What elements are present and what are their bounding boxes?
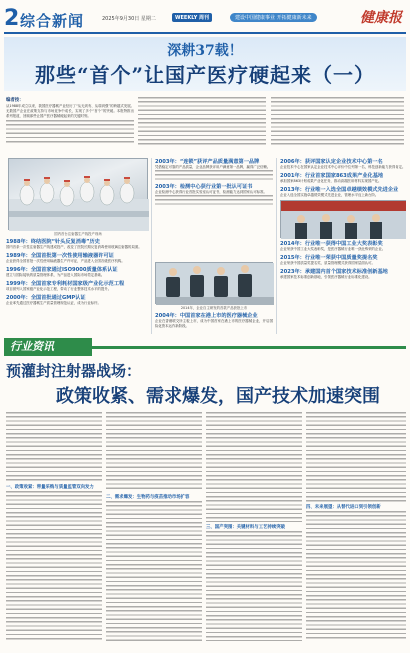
timeline-middle-item-1: [155, 183, 273, 205]
article-text-lines: [206, 412, 302, 522]
headline-banner: [4, 37, 406, 91]
timeline-item-text: 企业荣获中国工业大奖表彰奖，是医疗器械行业唯一获此殊荣的企业。: [280, 247, 386, 251]
weekly-badge: WEEKLY 周刊: [172, 13, 212, 22]
subsection-title: 政策收紧、需求爆发，国产技术加速突围: [56, 386, 380, 407]
column-divider: [151, 158, 152, 334]
timeline-item-text: 企业入选全国实施卓越绩效模式先进企业，管理水平迈上新台阶。: [280, 193, 379, 197]
timeline-middle: [155, 158, 273, 278]
article-text-lines: [106, 412, 202, 492]
timeline-item-text: 项目被列入国家级产业化示范工程，带动了行业整体技术水平的提升。: [6, 287, 112, 291]
timeline-item-lines: [155, 170, 273, 180]
timeline-item-title: 2000年：全国首批通过GMP认证: [6, 295, 86, 301]
article-section-heading: 二、需求爆发：生物药与疫苗推动市场扩容: [106, 495, 190, 500]
timeline-item-title: 2013年：行业唯一入选全国卓越绩效模式先进企业: [280, 187, 399, 193]
article-section-heading: 四、未来展望：从替代进口到引领创新: [306, 505, 381, 510]
column-divider: [276, 158, 277, 334]
timeline-item-text: 企业技术中心在国家认定企业技术中心评价中位列第一名，科技创新能力获得肯定。: [280, 165, 406, 169]
timeline-item-text: 国内首条一次性注射器生产线建成投产，改变了医院长期反复消毒使用玻璃注射器的局面。: [6, 245, 142, 249]
industry-news-tag: 行业资讯: [4, 338, 92, 356]
factory-photo-caption: 国内首台注射器生产线投产现场: [54, 232, 102, 236]
intro-text: 从1988年成立以来，我国医疗器械产业经历了“从无到有、从弱到强”的跨越式发展。无数国产企业在政策支持与市场竞争中成长，实现了多个“首个”的突破。本报特推出系列报道，回顾那些让国产医疗器械硬起来的关键时刻。: [6, 104, 134, 118]
article-text-lines: [306, 412, 406, 502]
award-photo: [280, 200, 406, 238]
timeline-item-title: 2003年：“连锁”获评产品质量满意第一品牌: [155, 159, 260, 165]
timeline-item-title: 2006年：获评国家认定企业技术中心第一名: [280, 159, 383, 165]
timeline-right-item-5: [280, 268, 406, 280]
factory-photo: [8, 158, 148, 230]
intro-label: 编者按：: [6, 98, 24, 103]
product-photo-illustration: [156, 263, 274, 305]
article-column-1: [6, 412, 102, 649]
timeline-right-item-2: [280, 186, 406, 198]
timeline-left-item-2: [6, 266, 148, 278]
article-text-lines: [306, 511, 406, 641]
timeline-middle-item-0: [155, 158, 273, 180]
timeline-item-text: 企业检测中心获得行业首批实验室认可证书，检测能力达到国家认可标准。: [155, 190, 267, 194]
headline-title: 那些“首个”让国产医疗硬起来（一）: [34, 63, 375, 87]
product-photo-caption: 2014年，企业自主研发的首款产品获批上市: [180, 306, 248, 310]
subsection-kicker: 预灌封注射器战场：: [6, 362, 142, 380]
timeline-right-item-1: [280, 172, 406, 184]
intro-text-lines: [6, 120, 134, 144]
timeline-item-text: 企业率先通过医疗器械生产质量管理规范认证，成为行业标杆。: [6, 301, 101, 305]
article-text-lines: [6, 491, 102, 641]
article-text-lines: [206, 531, 302, 641]
timeline-item-title: 1999年：全国首家专利耗材国家级产业化示范工程: [6, 281, 125, 287]
timeline-item-text: 企业在香港联交所主板上市，成为中国首家在港上市的医疗器械企业，开启国际化资本运作新阶段。: [155, 319, 273, 328]
industry-news-banner: [4, 338, 406, 408]
timeline-right-item-3: [280, 240, 406, 252]
intro-column-2: [138, 97, 266, 147]
timeline-right-item-0: [280, 158, 406, 170]
issue-date: 2025年9月30日 星期二: [102, 16, 156, 22]
page-number: 2: [4, 6, 20, 31]
timeline-item-text: 承担国家863计划成果产业化任务，推动高端医用材料实现国产化。: [280, 179, 382, 183]
article-column-2: [106, 412, 202, 649]
timeline-item-title: 1988年：终结医院“针头反复消毒”历史: [6, 239, 100, 245]
timeline-left-item-4: [6, 294, 148, 306]
timeline-item-title: 2015年：行业唯一荣获中国质量奖提名奖: [280, 255, 378, 261]
section-title: 综合新闻: [20, 12, 85, 30]
award-photo-illustration: [281, 201, 406, 239]
timeline-left: [6, 238, 148, 334]
timeline-item-title: 1996年：全国首家通过ISO9000质量体系认证: [6, 267, 118, 273]
timeline-item-text: 企业荣获中国质量奖提名奖，质量管理模式获得国家层面认可。: [280, 261, 375, 265]
timeline-item-title: 1989年：全国首批第一次性使用输液器许可证: [6, 253, 114, 259]
newspaper-logo: 健康报: [360, 10, 402, 26]
timeline-item-title: 2023年：承建国内首个国家技术标准创新基地: [280, 269, 388, 275]
headline-kicker: 深耕37载！: [167, 43, 243, 59]
timeline-left-item-1: [6, 252, 148, 264]
product-photo: [155, 262, 273, 304]
timeline-right: [280, 158, 406, 334]
masthead: [4, 4, 406, 34]
timeline-item-title: 2001年：行业首家国家863成果产业化基地: [280, 173, 384, 179]
timeline-left-item-3: [6, 280, 148, 292]
timeline-item-lines: [155, 195, 273, 205]
timeline-item-text: 凭借稳定可靠的产品质量，企业品牌获评用户满意第一品牌，赢得广泛信赖。: [155, 165, 271, 169]
timeline-item-title: 2003年：检测中心获行业第一批认可证书: [155, 184, 253, 190]
timeline-middle-item-2: [155, 312, 273, 334]
slogan-pill: 建设中国健康事业 开拓健康新未来: [230, 13, 317, 22]
intro-column-3: [271, 97, 404, 147]
article-text-lines: [6, 412, 102, 482]
timeline-item-title: 2014年：行业唯一获得中国工业大奖表彰奖: [280, 241, 383, 247]
timeline-item-text: 承建国家技术标准创新基地，引领医疗器械行业标准化建设。: [280, 275, 372, 279]
article-section-heading: 一、政策收紧：带量采购与质量监管双向发力: [6, 485, 94, 490]
article-section-heading: 三、国产突围：关键材料与工艺持续突破: [206, 525, 286, 530]
timeline-item-text: 企业获得全国首批一次性使用输液器生产许可证，产品进入全国各级医疗机构。: [6, 259, 125, 263]
article-column-4: [306, 412, 406, 649]
timeline-item-text: 建立与国际接轨的质量管理体系，为产品进入国际市场奠定基础。: [6, 273, 105, 277]
timeline-right-item-4: [280, 254, 406, 266]
article-text-lines: [106, 501, 202, 641]
intro-block: [6, 95, 134, 155]
article-column-3: [206, 412, 302, 649]
factory-photo-illustration: [9, 159, 149, 231]
timeline-left-item-0: [6, 238, 148, 250]
industry-news-bar: [92, 346, 406, 349]
timeline-item-title: 2004年：中国首家在港上市的医疗器械企业: [155, 313, 258, 319]
